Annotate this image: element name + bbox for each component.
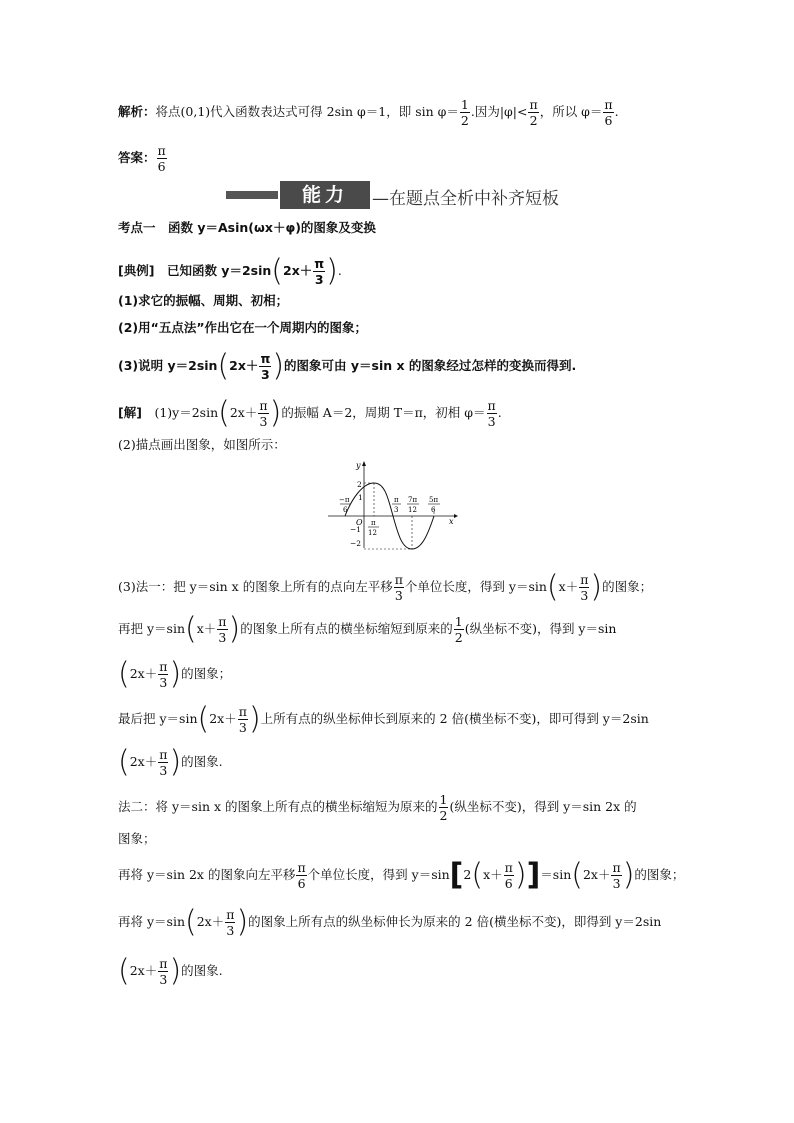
fraction: $\frac{\pi}{3}$: [238, 704, 247, 736]
x-axis-label: x: [449, 517, 454, 526]
y-tick-1: 1: [358, 493, 363, 502]
x-tick-pi12-den: 12: [368, 529, 377, 537]
method-2-line-2: 图象；: [118, 831, 156, 846]
method-2-line-1: 法二：将 y＝sin x 的图象上所有点的横坐标缩短为原来的 $\frac{1}{2}$ (纵坐标不变)，得到 y＝sin 2x 的: [118, 792, 637, 824]
x-tick-5pi6-den: 6: [431, 506, 436, 514]
question-3: (3)说明 y＝2sin(2x＋ $\frac{\pi}{3}$ )的图象可由 y＝sin x 的图象经过怎样的变换而得到.: [118, 348, 577, 384]
x-tick-5pi6-num: 5π: [429, 496, 439, 504]
sine-graph: [328, 458, 458, 553]
answer-value: $\frac{\pi}{6}$: [157, 143, 166, 175]
x-tick-7pi12-num: 7π: [408, 496, 418, 504]
method-1-line-4: 最后把 y＝sin(2x＋ $\frac{\pi}{3}$ )上所有点的纵坐标伸长到原来的 2 倍(横坐标不变)，即可得到 y＝2sin: [118, 701, 649, 737]
fraction: $\frac{\pi}{6}$: [604, 97, 613, 129]
banner-tag: 能力: [280, 181, 370, 209]
method-2-line-5: (2x＋ $\frac{\pi}{3}$ )的图象.: [118, 953, 223, 989]
x-tick-7pi12-den: 12: [408, 506, 417, 514]
y-tick-neg1: −1: [350, 525, 362, 534]
fraction: $\frac{\pi}{3}$: [159, 659, 168, 691]
answer-label: 答案：: [118, 150, 156, 166]
fraction: $\frac{\pi}{3}$: [580, 572, 589, 604]
analysis-line: 解析：将点(0,1)代入函数表达式可得 2sin φ＝1，即 sin φ＝ $\frac{1}{2}$ .因为|φ|< $\frac{\pi}{2}$ ，所以 φ＝ $\frac{\pi}{6}$ .: [118, 97, 619, 129]
fraction: $\frac{\pi}{3}$: [314, 256, 325, 288]
fraction: $\frac{\pi}{3}$: [159, 747, 168, 779]
banner-subtitle: —在题点全析中补齐短板: [372, 189, 559, 209]
x-tick-pi3-den: 3: [394, 506, 399, 514]
answer-line: [118, 144, 168, 173]
fraction: $\frac{1}{2}$: [460, 97, 469, 129]
y-axis-label: y: [356, 461, 361, 470]
method-2-line-4: 再将 y＝sin(2x＋ $\frac{\pi}{3}$ )的图象上所有点的纵坐标伸长为原来的 2 倍(横坐标不变)，即得到 y＝2sin: [118, 904, 662, 940]
fraction: $\frac{\pi}{3}$: [159, 956, 168, 988]
solution-1: [解] (1)y＝2sin(2x＋ $\frac{\pi}{3}$ )的振幅 A＝2，周期 T＝π，初相 φ＝ $\frac{\pi}{3}$ .: [118, 395, 502, 431]
fraction: $\frac{\pi}{3}$: [394, 572, 403, 604]
fraction: $\frac{\pi}{3}$: [487, 398, 496, 430]
banner-decoration: [226, 191, 278, 199]
x-tick-pi12-num: π: [371, 519, 376, 527]
method-1-line-3: (2x＋ $\frac{\pi}{3}$ )的图象；: [118, 656, 232, 692]
fraction: $\frac{\pi}{3}$: [260, 351, 271, 383]
solution-label: [解]: [118, 405, 142, 421]
y-axis-arrow: [362, 461, 366, 466]
question-2: (2)用“五点法”作出它在一个周期内的图象；: [118, 320, 368, 335]
example-label: [典例]: [118, 263, 155, 279]
x-tick-neg-pi6-den: 6: [343, 506, 348, 514]
origin-label: O: [356, 518, 363, 527]
fraction: $\frac{\pi}{3}$: [218, 614, 227, 646]
y-tick-2: 2: [357, 480, 362, 489]
analysis-label: 解析：: [118, 104, 156, 120]
fraction: $\frac{1}{2}$: [439, 792, 448, 824]
x-tick-pi3-num: π: [394, 496, 399, 504]
fraction: $\frac{\pi}{3}$: [226, 907, 235, 939]
solution-2: (2)描点画出图象，如图所示：: [118, 437, 286, 452]
kaodian-heading: 考点一 函数 y＝Asin(ωx＋φ)的图象及变换: [118, 220, 376, 235]
method-2-line-3: 再将 y＝sin 2x 的图象向左平移 $\frac{\pi}{6}$ 个单位长度，得到 y＝sin[2(x＋ $\frac{\pi}{6}$ )]＝sin(2x＋ $\frac{\pi}{3}$ )的图象；: [118, 857, 685, 893]
x-tick-neg-pi6-num: −π: [339, 496, 350, 504]
question-1: (1)求它的振幅、周期、初相；: [118, 293, 289, 308]
fraction: $\frac{1}{2}$: [454, 614, 463, 646]
analysis-text: 将点(0,1)代入函数表达式可得 2sin φ＝1，即 sin φ＝: [155, 104, 459, 120]
x-axis-arrow: [454, 514, 458, 518]
fraction: $\frac{\pi}{6}$: [504, 860, 513, 892]
section-banner: [226, 181, 566, 211]
method-1-line-5: (2x＋ $\frac{\pi}{3}$ )的图象.: [118, 744, 223, 780]
example-line: [典例] 已知函数 y＝2sin(2x＋ $\frac{\pi}{3}$ ).: [118, 253, 342, 289]
method-1-line-2: 再把 y＝sin(x＋ $\frac{\pi}{3}$ )的图象上所有点的横坐标缩短到原来的 $\frac{1}{2}$ (纵坐标不变)，得到 y＝sin: [118, 611, 617, 647]
fraction: $\frac{\pi}{3}$: [259, 398, 268, 430]
fraction: $\frac{\pi}{6}$: [297, 860, 306, 892]
y-tick-neg2: −2: [350, 539, 362, 548]
fraction: $\frac{\pi}{3}$: [612, 860, 621, 892]
fraction: $\frac{\pi}{2}$: [529, 97, 538, 129]
method-1-line-1: (3)法一：把 y＝sin x 的图象上所有的点向左平移 $\frac{\pi}{3}$ 个单位长度，得到 y＝sin(x＋ $\frac{\pi}{3}$ )的图象；: [118, 569, 653, 605]
